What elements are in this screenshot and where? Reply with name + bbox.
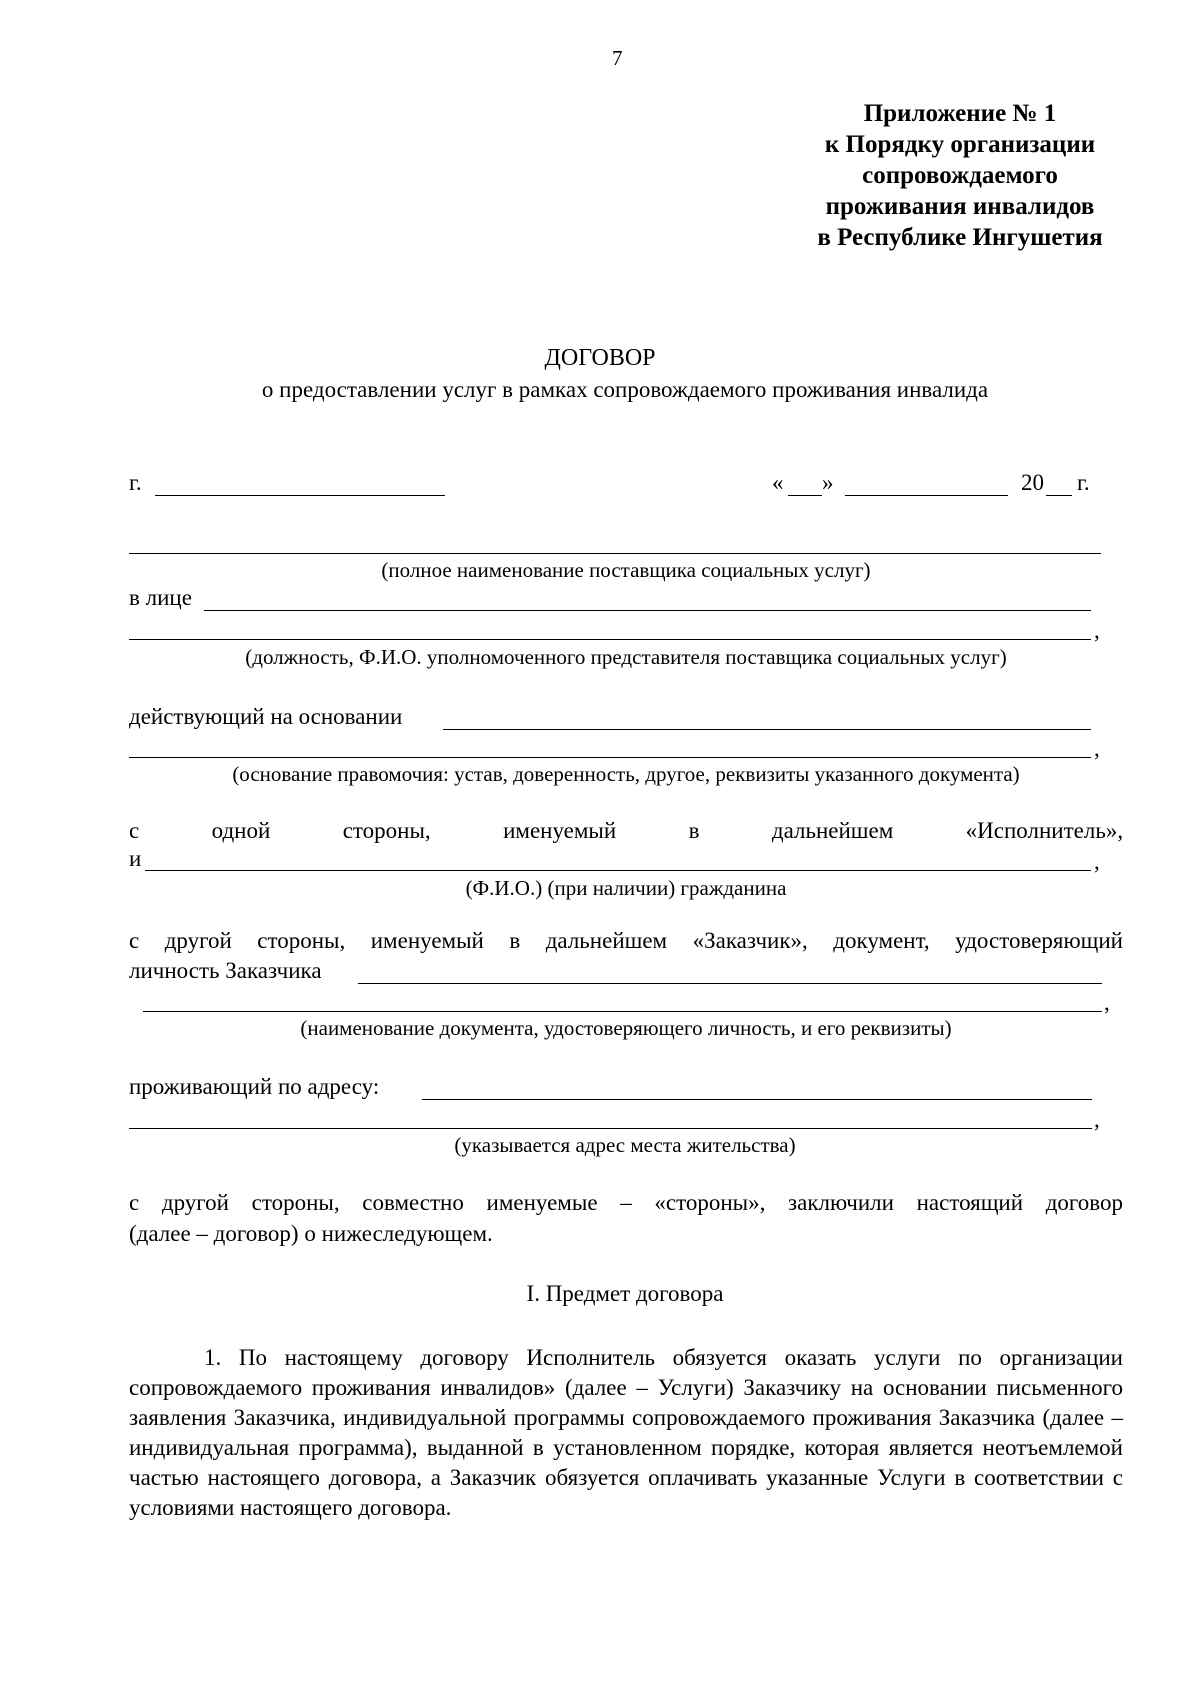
comma-2: , [1094, 736, 1100, 761]
comma-4: , [1104, 990, 1110, 1015]
representative-field-2[interactable] [129, 639, 1091, 640]
appendix-line-5: в Республике Ингушетия [817, 224, 1103, 251]
basis-label: действующий на основании [129, 704, 403, 729]
in-person-label: в лице [129, 585, 192, 610]
year-field[interactable] [1046, 495, 1072, 496]
date-close-quote: » [822, 470, 834, 495]
id-field-1[interactable] [358, 983, 1102, 984]
address-field-2[interactable] [129, 1128, 1092, 1129]
year-prefix: 20 [1021, 470, 1044, 495]
id-field-2[interactable] [143, 1011, 1102, 1012]
city-prefix: г. [129, 470, 142, 495]
representative-caption: (должность, Ф.И.О. уполномоченного представителя поставщика социальных услуг) [245, 645, 1007, 669]
date-open-quote: « [772, 470, 784, 495]
comma-5: , [1094, 1107, 1100, 1132]
appendix-line-2: к Порядку организации [824, 131, 1096, 158]
citizen-caption: (Ф.И.О.) (при наличии) гражданина [465, 876, 787, 900]
section-paragraph-1: 1. По настоящему договору Исполнитель обязуется оказать услуги по организации сопровождаемого проживания инвалидов» (далее – Услуги) Заказчику на основании письменного заявления Заказчика, индивидуальной программы сопровождаемого проживания Заказчика (далее – индивидуальная программа), выданной в установленном порядке, которая является неотъемлемой частью настоящего договора, а Заказчик обязуется оплачивать указанные Услуги в соответствии с условиями настоящего договора. [129, 1345, 1123, 1520]
conclusion-line1: с другой стороны, совместно именуемые – «стороны», заключили настоящий договор [129, 1190, 1123, 1215]
provider-name-field[interactable] [129, 553, 1101, 554]
id-label: личность Заказчика [129, 958, 322, 983]
id-caption: (наименование документа, удостоверяющего личность, и его реквизиты) [300, 1016, 952, 1040]
appendix-line-1: Приложение № 1 [863, 100, 1057, 127]
basis-caption: (основание правомочия: устав, доверенность, другое, реквизиты указанного документа) [232, 762, 1020, 786]
executor-word: «Исполнитель», [965, 818, 1124, 843]
executor-word: одной [211, 818, 271, 843]
page-number: 7 [612, 46, 623, 70]
basis-field-1[interactable] [443, 729, 1091, 730]
provider-name-caption: (полное наименование поставщика социальных услуг) [381, 558, 871, 582]
section-heading: I. Предмет договора [526, 1281, 724, 1306]
executor-word: стороны, [342, 818, 431, 843]
conclusion-line2: (далее – договор) о нижеследующем. [129, 1221, 493, 1246]
customer-text-line1: с другой стороны, именуемый в дальнейшем «Заказчик», документ, удостоверяющий [129, 928, 1123, 953]
basis-field-2[interactable] [129, 757, 1091, 758]
executor-word: с [129, 818, 140, 843]
address-field-1[interactable] [422, 1099, 1092, 1100]
year-suffix: г. [1077, 470, 1090, 495]
appendix-line-3: сопровождаемого [862, 162, 1058, 189]
appendix-block [760, 98, 1160, 253]
comma-1: , [1094, 618, 1100, 643]
citizen-name-field[interactable] [145, 870, 1091, 871]
comma-3: , [1094, 849, 1100, 874]
day-field[interactable] [788, 495, 822, 496]
appendix-line-4: проживания инвалидов [825, 193, 1095, 220]
executor-word: именуемый [503, 818, 617, 843]
address-label: проживающий по адресу: [129, 1074, 380, 1099]
month-field[interactable] [845, 495, 1008, 496]
representative-field-1[interactable] [204, 610, 1091, 611]
executor-word: в [688, 818, 700, 843]
executor-word: дальнейшем [771, 818, 894, 843]
document-subtitle: о предоставлении услуг в рамках сопровождаемого проживания инвалида [261, 377, 989, 402]
address-caption: (указывается адрес места жительства) [454, 1133, 796, 1157]
document-title: ДОГОВОР [544, 345, 656, 371]
city-field[interactable] [155, 495, 445, 496]
and-label: и [129, 846, 142, 871]
executor-line [129, 818, 1123, 844]
